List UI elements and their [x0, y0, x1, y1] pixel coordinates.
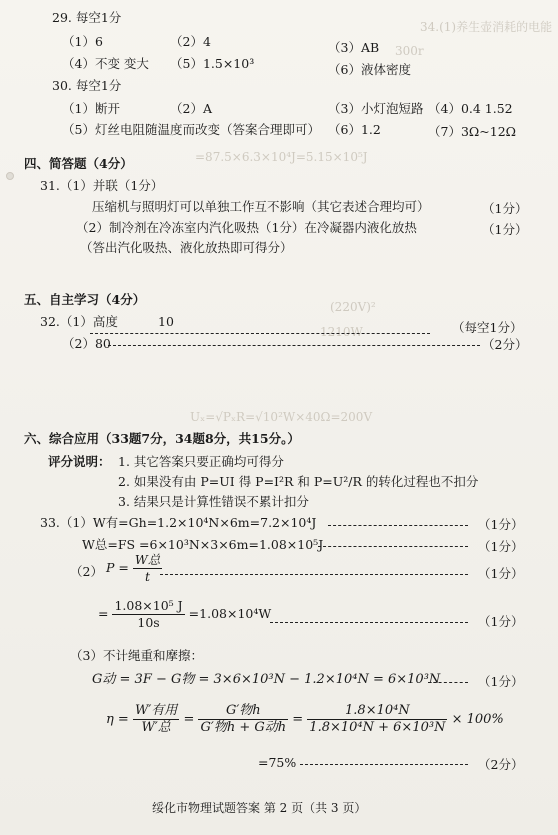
- power-denominator: t: [145, 569, 151, 584]
- grading-note-1: 1. 其它答案只要正确均可得分: [118, 454, 284, 469]
- q30-answer-4: （4）0.4 1.52: [428, 101, 513, 116]
- efficiency-fraction-3: [307, 703, 447, 736]
- q32-part1: 32.（1）高度: [40, 314, 118, 329]
- q31-part1-explanation: 压缩机与照明灯可以单独工作互不影响（其它表述合理均可）: [92, 199, 430, 214]
- efficiency-denominator-1: W′总: [141, 720, 171, 735]
- q33-score-1a: （1分）: [478, 517, 524, 532]
- q29-answer-6: （6）液体密度: [328, 62, 411, 77]
- q31-part2: （2）制冷剂在冷冻室内汽化吸热（1分）在冷凝器内液化放热: [76, 220, 417, 235]
- q29-title: 29. 每空1分: [52, 10, 122, 25]
- q30-title: 30. 每空1分: [52, 78, 122, 93]
- q32-part1-score: （每空1分）: [452, 320, 523, 335]
- efficiency-formula: [106, 703, 504, 736]
- bleed-through-text: 300r: [395, 44, 424, 58]
- q33-score-1b: （1分）: [478, 539, 524, 554]
- q32-part1-value: 10: [158, 314, 174, 329]
- q31-part1-score: （1分）: [482, 201, 528, 216]
- efficiency-result: =75%: [258, 755, 297, 770]
- efficiency-numerator-1: W′有用: [134, 703, 178, 718]
- bleed-through-text: (220V)²: [330, 300, 376, 314]
- q33-score-2a: （1分）: [478, 566, 524, 581]
- efficiency-fraction-2: [198, 703, 288, 736]
- equals-sign: =: [98, 606, 109, 621]
- section-6-title: 六、综合应用（33题7分，34题8分，共15分。）: [24, 431, 300, 446]
- dashed-leader: [90, 333, 430, 334]
- dashed-leader: [160, 574, 468, 575]
- bleed-through-text: =87.5×6.3×10⁴J=5.15×10⁵J: [195, 150, 368, 164]
- q30-answer-6: （6）1.2: [328, 122, 381, 137]
- grading-notes-label: 评分说明：: [48, 454, 111, 469]
- q33-part3-condition: （3）不计绳重和摩擦：: [70, 648, 203, 663]
- q29-answer-3: （3）AB: [328, 40, 380, 55]
- section-5-title: 五、自主学习（4分）: [24, 292, 146, 307]
- dashed-leader: [300, 764, 468, 765]
- q31-part1: 31.（1）并联（1分）: [40, 178, 164, 193]
- dashed-leader: [428, 682, 468, 683]
- efficiency-numerator-3: 1.8×10⁴N: [307, 703, 447, 720]
- q29-answer-1: （1）6: [62, 34, 103, 49]
- binding-hole: [6, 172, 14, 180]
- dashed-leader: [270, 622, 468, 623]
- power-calc-fraction: [112, 598, 184, 631]
- power-calc-numerator: 1.08×10⁵ J: [114, 598, 183, 613]
- equals-sign: =: [292, 712, 304, 727]
- q33-part2-label: （2）: [70, 564, 103, 579]
- efficiency-percent: × 100%: [451, 712, 504, 727]
- power-formula: [106, 552, 162, 585]
- efficiency-denominator-3: 1.8×10⁴N + 6×10³N: [309, 720, 446, 735]
- efficiency-numerator-2: G′物h: [198, 703, 288, 720]
- power-calculation: [98, 598, 271, 631]
- q29-answer-5: （5）1.5×10³: [170, 56, 255, 71]
- q30-answer-5: （5）灯丝电阻随温度而改变（答案合理即可）: [62, 122, 320, 137]
- q33-useful-work: 33.（1）W有=Gh=1.2×10⁴N×6m=7.2×10⁴J: [40, 515, 317, 530]
- q33-total-work: W总=FS =6×10³N×3×6m=1.08×10⁵J: [82, 537, 324, 552]
- moving-pulley-weight-equation: G动 = 3F − G物 = 3×6×10³N − 1.2×10⁴N = 6×10³N: [92, 672, 441, 687]
- page-footer: 绥化市物理试题答案 第 2 页（共 3 页）: [152, 801, 367, 815]
- q29-answer-4: （4）不变 变大: [62, 56, 149, 71]
- efficiency-lhs: η =: [106, 712, 129, 727]
- power-numerator: W总: [134, 552, 161, 567]
- q31-part2-score: （1分）: [482, 222, 528, 237]
- q30-answer-7: （7）3Ω~12Ω: [428, 124, 517, 139]
- grading-note-3: 3. 结果只是计算性错误不累计扣分: [118, 494, 309, 509]
- q32-part2-score: （2分）: [482, 337, 528, 352]
- bleed-through-text: 1210W: [320, 325, 363, 339]
- power-fraction: [133, 552, 162, 585]
- q32-part2: （2）80: [62, 336, 111, 351]
- bleed-through-text: Uₓ=√PₓR=√10²W×40Ω=200V: [190, 410, 373, 424]
- q30-answer-1: （1）断开: [62, 101, 120, 116]
- bleed-through-text: 34.(1)养生壶消耗的电能: [420, 20, 553, 34]
- dashed-leader: [318, 546, 468, 547]
- q30-answer-3: （3）小灯泡短路: [328, 101, 424, 116]
- equals-sign: =: [183, 712, 195, 727]
- grading-note-2: 2. 如果没有由 P=UI 得 P=I²R 和 P=U²/R 的转化过程也不扣分: [118, 474, 479, 489]
- dashed-leader: [328, 525, 468, 526]
- section-4-title: 四、简答题（4分）: [24, 156, 133, 171]
- q29-answer-2: （2）4: [170, 34, 211, 49]
- efficiency-denominator-2: G′物h + G动h: [200, 720, 287, 735]
- power-result: =1.08×10⁴W: [188, 606, 272, 621]
- q33-score-2b: （1分）: [478, 614, 524, 629]
- q33-score-3b: （2分）: [478, 757, 524, 772]
- power-calc-denominator: 10s: [137, 615, 160, 630]
- efficiency-fraction-1: [133, 703, 179, 736]
- power-lhs: P =: [106, 560, 129, 575]
- q31-note: （答出汽化吸热、液化放热即可得分）: [80, 240, 293, 255]
- q30-answer-2: （2）A: [170, 101, 212, 116]
- dashed-leader: [108, 345, 480, 346]
- q33-score-3a: （1分）: [478, 674, 524, 689]
